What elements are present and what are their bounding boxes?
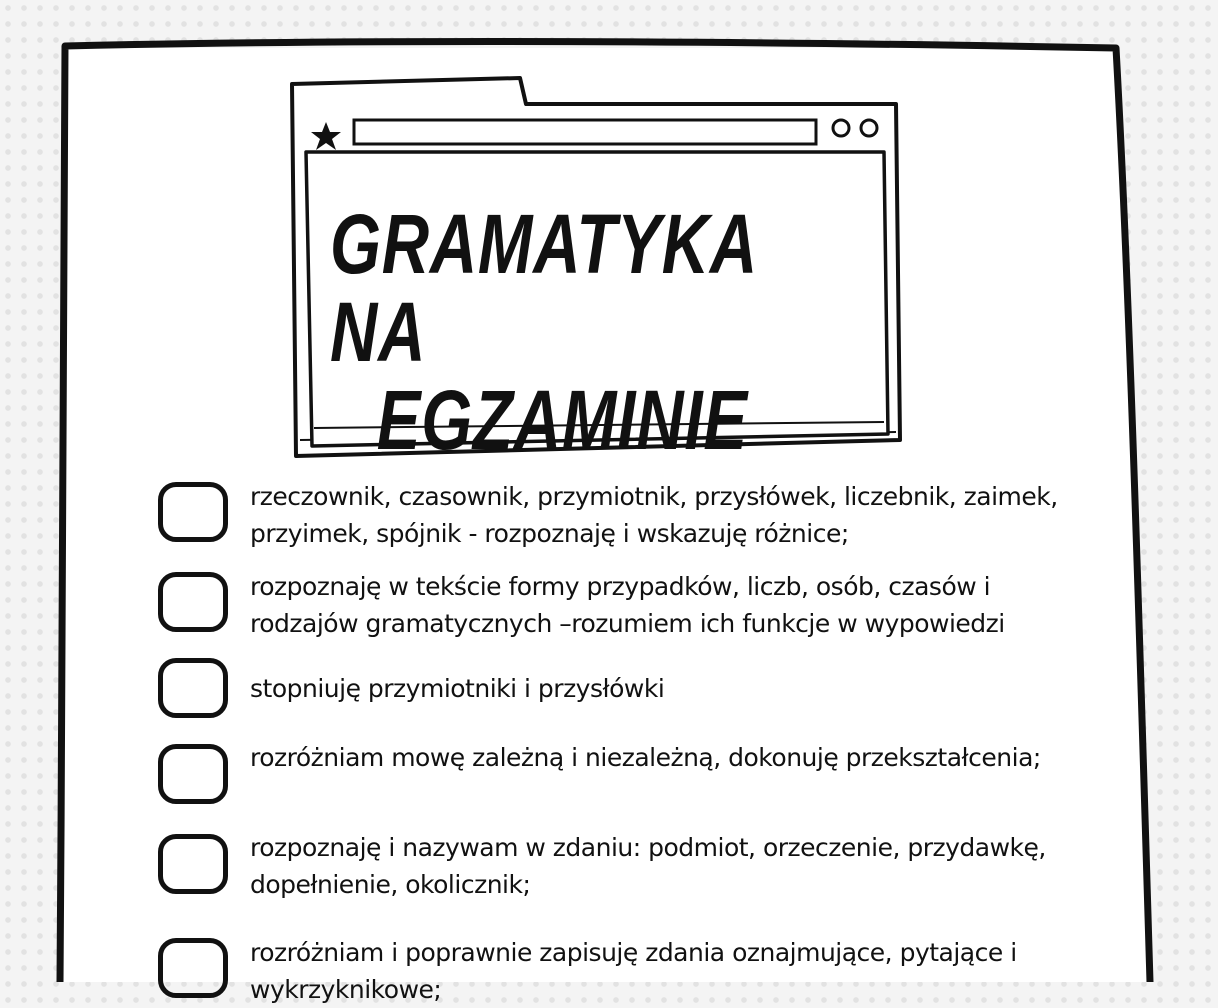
checklist-item-text: stopniuję przymiotniki i przysłówki xyxy=(250,674,665,703)
checklist-item-text: rozpoznaję i nazywam w zdaniu: podmiot, orzeczenie, przydawkę, dopełnienie, okolicznik; xyxy=(250,833,1046,899)
checkbox[interactable] xyxy=(158,834,228,894)
checklist-item-text: rozpoznaję w tekście formy przypadków, liczb, osób, czasów i rodzajów gramatycznych –rozumiem ich funkcje w wypowiedzi xyxy=(250,572,1005,638)
title-line-1: GRAMATYKA NA xyxy=(330,197,756,379)
checkbox[interactable] xyxy=(158,572,228,632)
checklist-item-text: rzeczownik, czasownik, przymiotnik, przysłówek, liczebnik, zaimek, przyimek, spójnik - rozpoznaję i wskazuję różnice; xyxy=(250,482,1058,548)
checkbox[interactable] xyxy=(158,938,228,998)
title-line-2: EGZAMINIE xyxy=(376,373,748,467)
checkbox[interactable] xyxy=(158,658,228,718)
checkbox[interactable] xyxy=(158,482,228,542)
checklist-item-text: rozróżniam i poprawnie zapisuję zdania oznajmujące, pytające i wykrzyknikowe; xyxy=(250,938,1017,1004)
checklist-item-text: rozróżniam mowę zależną i niezależną, dokonuję przekształcenia; xyxy=(250,743,1041,772)
checkbox[interactable] xyxy=(158,744,228,804)
